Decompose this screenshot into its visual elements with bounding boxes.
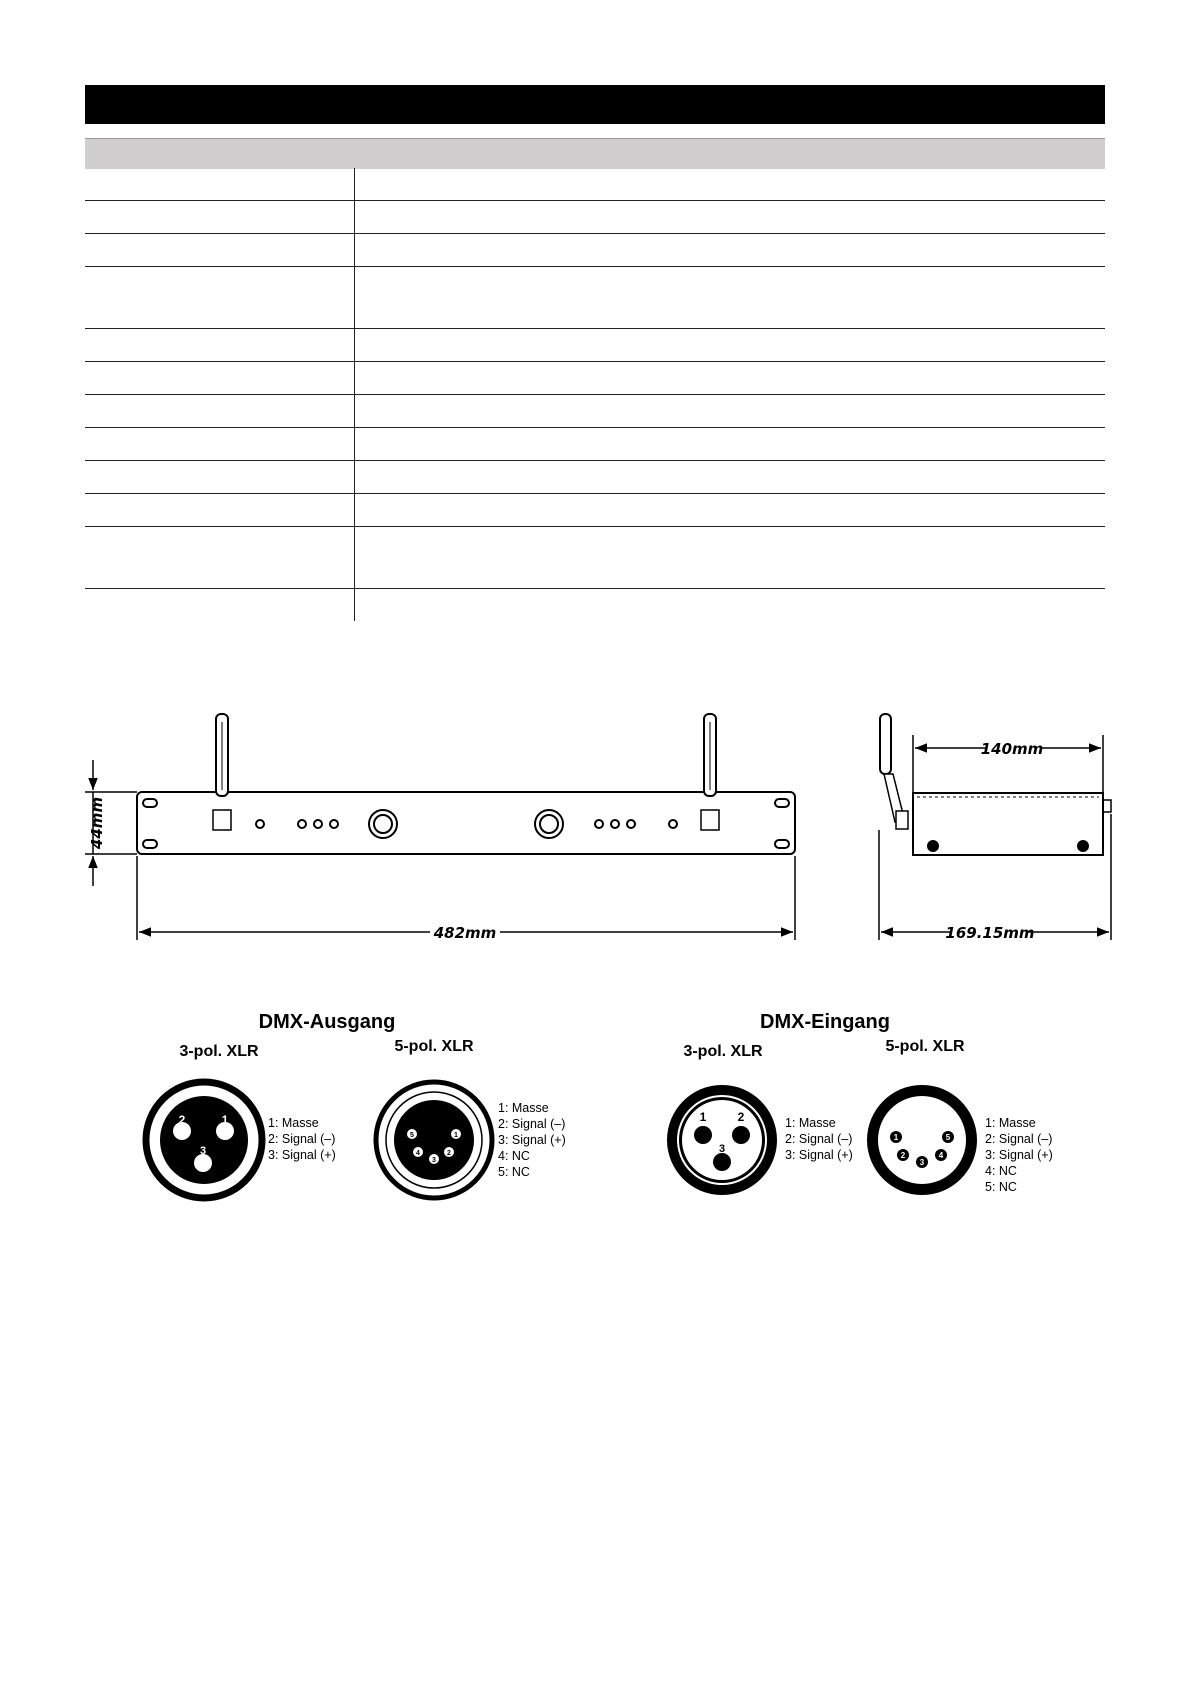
xlr3-out-pin-label: 3	[199, 1145, 207, 1157]
svg-text:4: NC: 4: NC	[498, 1149, 530, 1163]
dmx-input-xlr3-label: 3-pol. XLR	[683, 1043, 763, 1060]
xlr3-output-pin-legend	[268, 1116, 336, 1162]
svg-text:5: 5	[410, 1132, 414, 1139]
svg-text:3: Signal (+): 3: Signal (+)	[785, 1148, 853, 1162]
svg-text:2: Signal (–): 2: Signal (–)	[785, 1132, 853, 1146]
xlr5-input-pin-legend	[985, 1116, 1053, 1194]
dmx-input-title: DMX-Eingang	[760, 1011, 890, 1033]
antenna-right-icon	[701, 714, 719, 830]
led-indicator	[669, 820, 677, 828]
rack-hole	[775, 799, 789, 807]
width-dimension-label: 482mm	[433, 924, 497, 942]
xlr3-out-pin-label: 1	[221, 1113, 229, 1127]
led-indicator	[595, 820, 603, 828]
rack-hole	[775, 840, 789, 848]
svg-text:5: NC: 5: NC	[985, 1180, 1017, 1194]
svg-text:1: Masse: 1: Masse	[785, 1116, 836, 1130]
dmx-input-xlr5-label: 5-pol. XLR	[885, 1038, 965, 1055]
depth-body-dimension-label: 140mm	[980, 740, 1044, 758]
xlr3-in-pin-label: 2	[737, 1110, 745, 1124]
xlr5-output-connector-icon	[376, 1082, 492, 1198]
dmx-output-xlr3-label: 3-pol. XLR	[179, 1043, 259, 1060]
svg-text:2: Signal (–): 2: Signal (–)	[985, 1132, 1053, 1146]
xlr5-input-connector-icon	[867, 1085, 977, 1195]
svg-text:1: Masse: 1: Masse	[985, 1116, 1036, 1130]
front-view	[137, 714, 795, 854]
svg-text:2: 2	[900, 1151, 906, 1160]
svg-text:3: 3	[919, 1158, 925, 1167]
svg-text:4: NC: 4: NC	[985, 1164, 1017, 1178]
svg-text:4: 4	[416, 1150, 420, 1157]
svg-text:1: Masse: 1: Masse	[498, 1101, 549, 1115]
svg-text:2: 2	[447, 1150, 451, 1157]
led-indicator	[314, 820, 322, 828]
svg-text:5: NC: 5: NC	[498, 1165, 530, 1179]
xlr3-out-pin-label: 2	[178, 1113, 186, 1127]
xlr3-input-pin-legend	[785, 1116, 853, 1162]
xlr3-output-connector-icon	[146, 1082, 262, 1198]
rack-hole	[143, 840, 157, 848]
depth-total-dimension-label: 169.15mm	[945, 924, 1035, 942]
svg-text:3: 3	[432, 1157, 436, 1164]
svg-text:1: Masse: 1: Masse	[268, 1116, 319, 1130]
svg-text:2: Signal (–): 2: Signal (–)	[498, 1117, 566, 1131]
svg-text:2: Signal (–): 2: Signal (–)	[268, 1132, 336, 1146]
svg-text:1: 1	[454, 1132, 458, 1139]
xlr5-output-pin-legend	[498, 1101, 566, 1179]
xlr3-in-pin-label: 1	[699, 1110, 707, 1124]
front-panel	[137, 792, 795, 854]
dmx-output-xlr5-label: 5-pol. XLR	[394, 1038, 474, 1055]
svg-text:3: Signal (+): 3: Signal (+)	[268, 1148, 336, 1162]
led-indicator	[627, 820, 635, 828]
led-indicator	[611, 820, 619, 828]
button-left-icon	[369, 810, 397, 838]
antenna-left-icon	[213, 714, 231, 830]
antenna-side-icon	[880, 714, 908, 829]
svg-text:5: 5	[945, 1133, 951, 1142]
svg-text:1: 1	[893, 1133, 899, 1142]
led-indicator	[256, 820, 264, 828]
svg-text:3: Signal (+): 3: Signal (+)	[498, 1133, 566, 1147]
button-right-icon	[535, 810, 563, 838]
svg-text:3: Signal (+): 3: Signal (+)	[985, 1148, 1053, 1162]
led-indicator	[330, 820, 338, 828]
xlr3-input-connector-icon	[667, 1085, 777, 1195]
led-indicator	[298, 820, 306, 828]
dmx-output-title: DMX-Ausgang	[258, 1011, 396, 1033]
side-view	[880, 714, 1111, 855]
height-dimension-label: 44mm	[88, 796, 106, 850]
xlr3-in-pin-label: 3	[718, 1143, 726, 1155]
device-body-side	[913, 793, 1103, 855]
svg-text:4: 4	[938, 1151, 944, 1160]
rack-hole	[143, 799, 157, 807]
